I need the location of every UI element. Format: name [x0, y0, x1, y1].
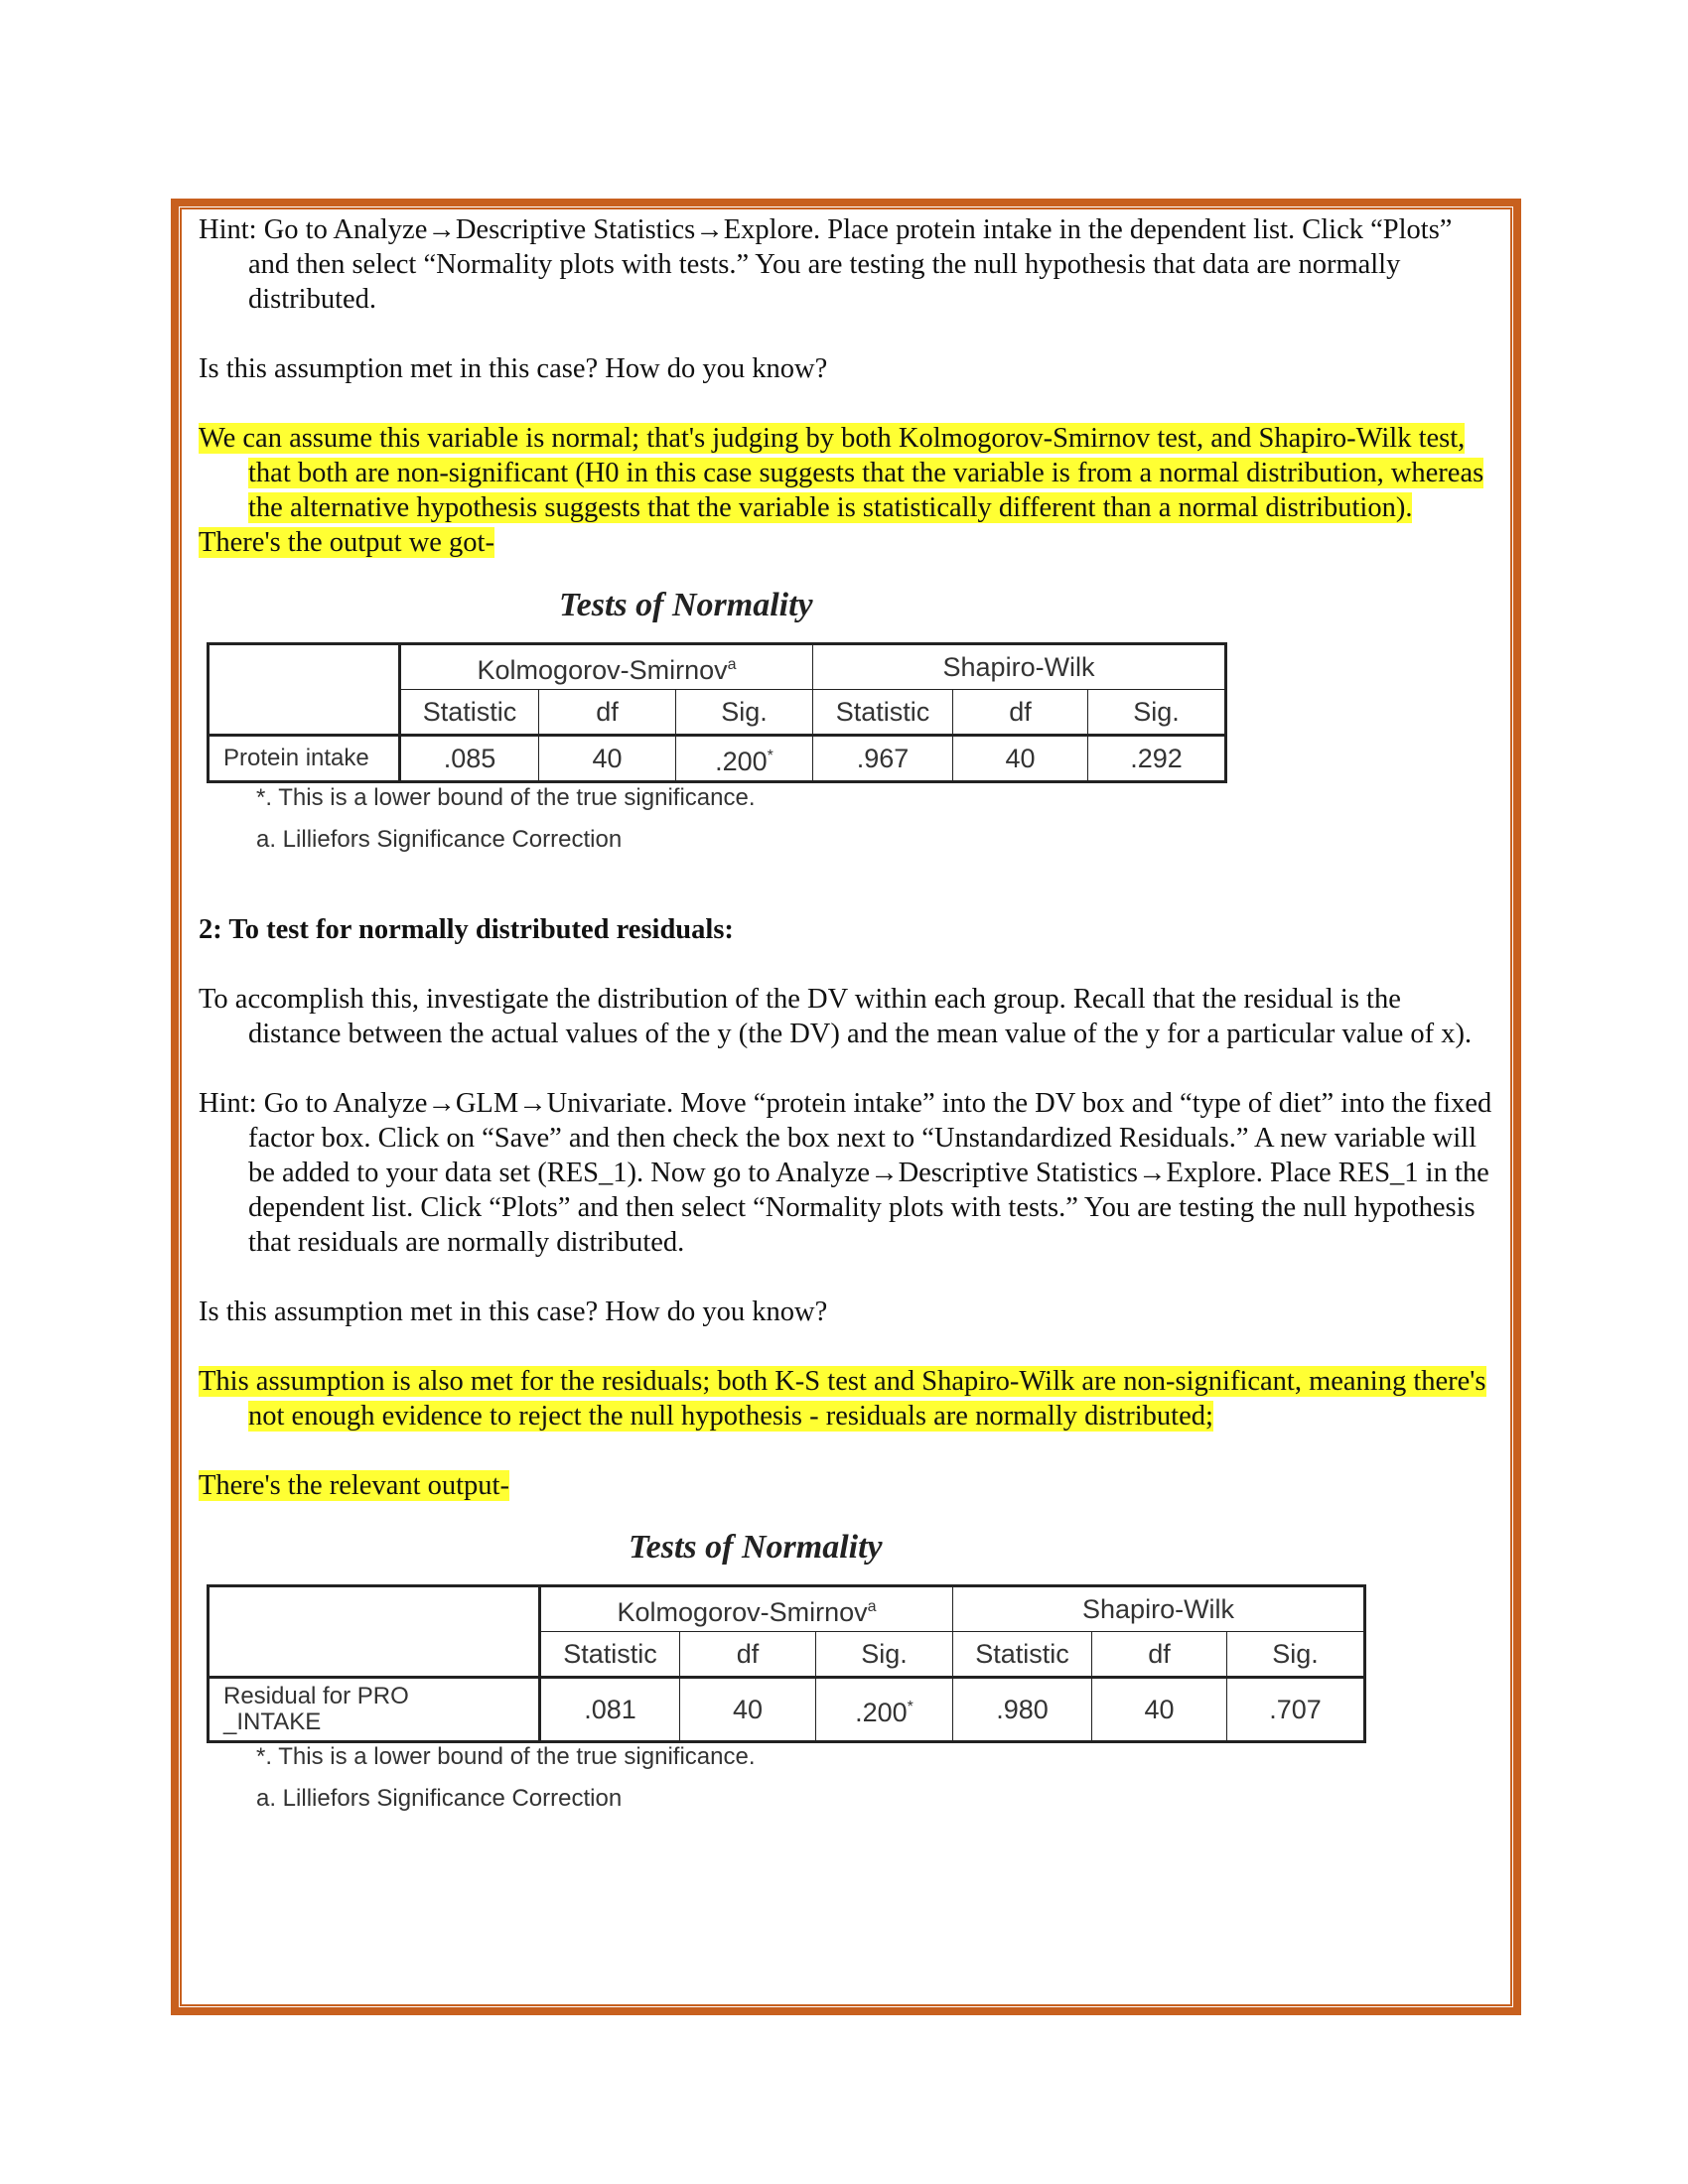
- answer-1-highlight: We can assume this variable is normal; that's judging by both Kolmogorov-Smirnov test, and Shapiro-Wilk test, that both are non-significant (H0 in this case suggests that the variable is from a normal distribution, whereas the alternative hypothesis suggests that the variable is statistically different than a normal distribution).: [199, 423, 1484, 523]
- table-2-header: Statistic: [953, 1632, 1092, 1678]
- question-1: Is this assumption met in this case? How do you know?: [199, 353, 828, 384]
- table-1-footnote-significance: *. This is a lower bound of the true significance.: [256, 784, 756, 811]
- normality-table-2: [207, 1584, 1366, 1743]
- table-1-cell: .292: [1088, 736, 1226, 782]
- table-1-cell: .967: [813, 736, 953, 782]
- normality-table-1-block: [199, 560, 1494, 863]
- output-intro-1-highlight: There's the output we got-: [199, 527, 494, 558]
- table-2-footnote-significance: *. This is a lower bound of the true significance.: [256, 1743, 756, 1770]
- table-1-group-ks: Kolmogorov-Smirnov$^a$: [400, 644, 813, 690]
- table-1-footnote-lilliefors: a. Lilliefors Significance Correction: [256, 826, 623, 853]
- question-2: Is this assumption met in this case? How do you know?: [199, 1297, 828, 1327]
- table-2-cell: 40: [680, 1678, 816, 1742]
- answer-1: [199, 421, 1494, 525]
- table-2-header: df: [1092, 1632, 1227, 1678]
- output-intro-2-highlight: There's the relevant output-: [199, 1470, 509, 1501]
- table-1-cell: .085: [400, 736, 539, 782]
- table-2-row-label: Residual for PRO_INTAKE: [209, 1678, 540, 1742]
- normality-table-1: [207, 642, 1227, 783]
- table-2-group-sw: Shapiro-Wilk: [953, 1586, 1365, 1632]
- table-2-header: df: [680, 1632, 816, 1678]
- table-1-cell: 40: [953, 736, 1088, 782]
- table-1-header: df: [539, 690, 676, 736]
- table-2-cell: 40: [1092, 1678, 1227, 1742]
- table-1-header: df: [953, 690, 1088, 736]
- table-1-group-sw: Shapiro-Wilk: [813, 644, 1226, 690]
- table-2-header: Sig.: [816, 1632, 953, 1678]
- table-2-cell: .081: [540, 1678, 680, 1742]
- table-2-cell: .707: [1227, 1678, 1365, 1742]
- normality-table-2-block: [199, 1503, 1494, 1821]
- table-2-header: Sig.: [1227, 1632, 1365, 1678]
- hint-paragraph-1: Hint: Go to Analyze→Descriptive Statistics→Explore. Place protein intake in the dependent list. Click “Plots” and then select “Normality plots with tests.” You are testing the null hypothesis that data are normally distributed.: [199, 214, 1453, 315]
- table-1-row-label: Protein intake: [209, 736, 400, 782]
- table-1-cell: .200*: [676, 736, 813, 782]
- table-1-corner: [209, 644, 400, 736]
- table-1-cell: 40: [539, 736, 676, 782]
- table-1-header: Sig.: [676, 690, 813, 736]
- table-1-header: Statistic: [400, 690, 539, 736]
- table-1-header: Statistic: [813, 690, 953, 736]
- table-2-title: Tests of Normality: [629, 1529, 883, 1566]
- table-2-cell: .200*: [816, 1678, 953, 1742]
- section-2-heading: 2: To test for normally distributed residuals:: [199, 914, 734, 945]
- output-intro-1: [199, 525, 1494, 560]
- document-body: [199, 212, 1494, 1821]
- table-2-corner: [209, 1586, 540, 1678]
- table-2-cell: .980: [953, 1678, 1092, 1742]
- table-1-title: Tests of Normality: [559, 587, 813, 623]
- table-1-header: Sig.: [1088, 690, 1226, 736]
- table-2-header: Statistic: [540, 1632, 680, 1678]
- answer-2-highlight: This assumption is also met for the residuals; both K-S test and Shapiro-Wilk are non-significant, meaning there's not enough evidence to reject the null hypothesis - residuals are normally distributed;: [199, 1366, 1486, 1432]
- table-2-footnote-lilliefors: a. Lilliefors Significance Correction: [256, 1785, 623, 1812]
- section-2-intro: To accomplish this, investigate the distribution of the DV within each group. Recall that the residual is the distance between the actual values of the y (the DV) and the mean value of the y for a particular value of x).: [199, 984, 1473, 1049]
- table-2-group-ks: Kolmogorov-Smirnov$^a$: [540, 1586, 953, 1632]
- hint-paragraph-2: Hint: Go to Analyze→GLM→Univariate. Move “protein intake” into the DV box and “type of diet” into the fixed factor box. Click on “Save” and then check the box next to “Unstandardized Residuals.” A new variable will be added to your data set (RES_1). Now go to Analyze→Descriptive Statistics→Explore. Place RES_1 in the dependent list. Click “Plots” and then select “Normality plots with tests.” You are testing the null hypothesis that residuals are normally distributed.: [199, 1088, 1492, 1258]
- output-intro-2: [199, 1468, 1494, 1503]
- answer-2: [199, 1364, 1494, 1433]
